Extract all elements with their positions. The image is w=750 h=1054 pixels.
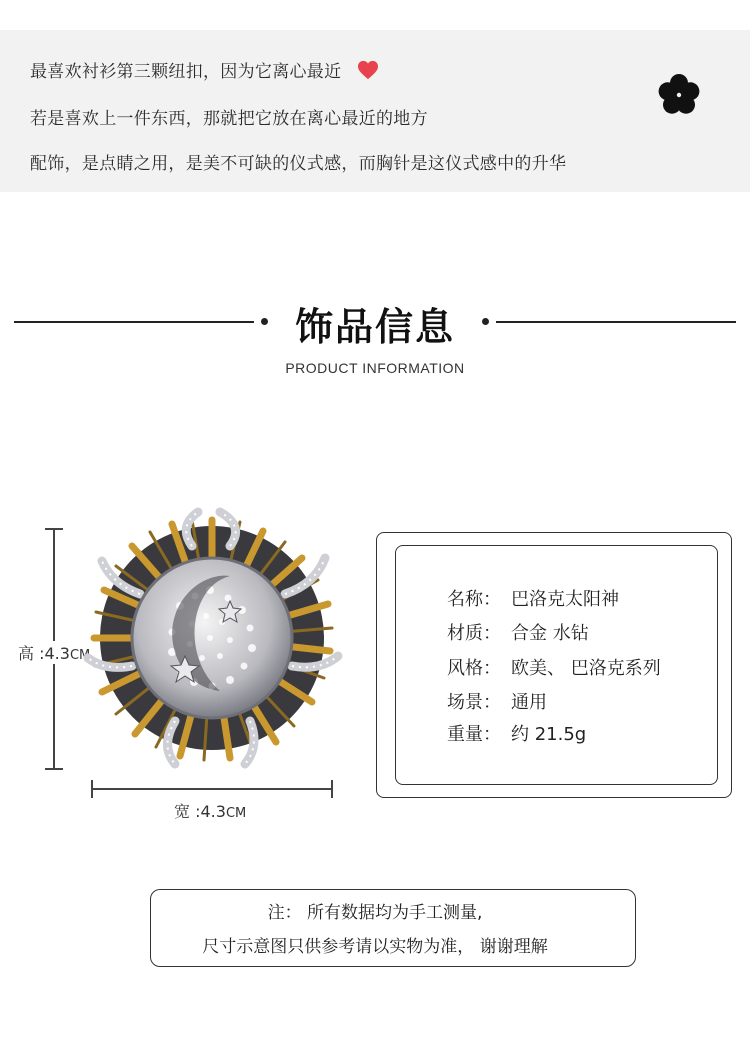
- height-dimension-cap-bottom: [45, 768, 63, 770]
- info-row-weight: [447, 720, 586, 746]
- flower-icon: [657, 73, 701, 117]
- info-key: 场景：: [447, 692, 501, 713]
- info-row-name: [447, 585, 619, 611]
- width-label: [174, 799, 246, 822]
- info-value: 巴洛克太阳神: [511, 589, 619, 610]
- info-row-material: [447, 619, 589, 645]
- info-value: 约 21.5g: [511, 724, 587, 745]
- heart-icon: [357, 60, 379, 80]
- info-key: 重量：: [447, 724, 501, 745]
- info-value: 欧美、 巴洛克系列: [511, 658, 661, 679]
- intro-line-1-text: 最喜欢衬衫第三颗纽扣，因为它离心最近: [30, 62, 342, 82]
- info-value: 通用: [511, 692, 547, 713]
- width-dimension-line: [91, 788, 333, 790]
- info-row-occasion: [447, 688, 547, 714]
- width-label-unit: CM: [225, 806, 247, 821]
- info-row-style: [447, 654, 661, 680]
- section-title: 饰品信息: [294, 305, 455, 349]
- intro-banner: [0, 30, 750, 192]
- height-dimension-cap-top: [45, 528, 63, 530]
- width-label-value: 宽 :4.3: [174, 802, 226, 821]
- measurement-note-line-1: 注： 所有数据均为手工测量,: [267, 903, 483, 923]
- height-label-unit: CM: [69, 648, 91, 663]
- info-key: 名称：: [447, 589, 501, 610]
- info-value: 合金 水钻: [511, 623, 589, 644]
- width-dimension-cap-right: [331, 780, 333, 798]
- section-subtitle: PRODUCT INFORMATION: [285, 360, 465, 376]
- title-rule-right: [496, 321, 736, 323]
- info-key: 材质：: [447, 623, 501, 644]
- intro-line-1: [30, 57, 379, 82]
- width-dimension-cap-left: [91, 780, 93, 798]
- intro-line-2: 若是喜欢上一件东西，那就把它放在离心最近的地方: [30, 109, 428, 129]
- height-label-value: 高 :4.3: [18, 644, 70, 663]
- sun-brooch-image: [80, 506, 345, 771]
- measurement-note-line-2: 尺寸示意图只供参考请以实物为准， 谢谢理解: [202, 937, 548, 957]
- title-dot-right: [482, 318, 489, 325]
- intro-line-3: 配饰，是点睛之用，是美不可缺的仪式感，而胸针是这仪式感中的升华: [30, 154, 567, 174]
- info-key: 风格：: [447, 658, 501, 679]
